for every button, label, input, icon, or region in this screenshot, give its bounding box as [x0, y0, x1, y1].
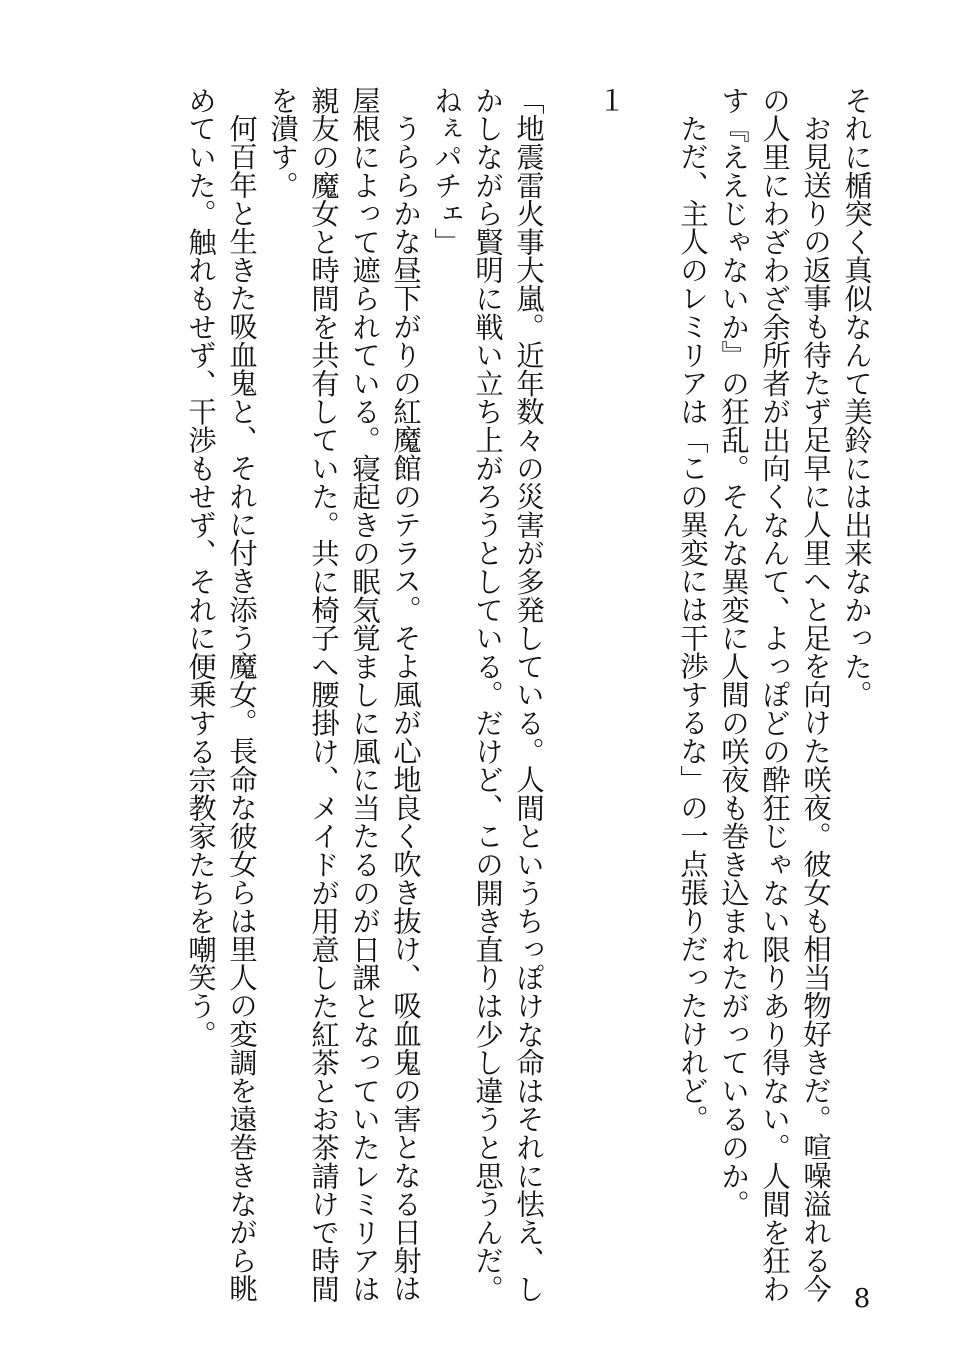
text-line: 何百年と生きた吸血鬼と、それに付き添う魔女。長命な彼女らは里人の変調を遠巻きながら眺 [225, 114, 258, 1303]
text-line: かしながら賢明に戦い立ち上がろうとしている。だけど、この開き直りは少し違うと思うんだ。 [471, 86, 504, 1303]
text-line: の人里にわざわざ余所者が出向くなんて、よっぽどの酔狂じゃない限りあり得ない。人間を狂わ [758, 86, 791, 1303]
page-number: 8 [853, 1284, 871, 1314]
text-line: お見送りの返事も待たず足早に人里へと足を向けた咲夜。彼女も相当物好きだ。喧噪溢れる今 [799, 114, 832, 1303]
vertical-text-body [180, 86, 877, 1303]
text-line: を潰す。 [266, 86, 299, 200]
text-line: 親友の魔女と時間を共有していた。共に椅子へ腰掛け、メイドが用意した紅茶とお茶請けで時間 [307, 86, 340, 1303]
section-number [590, 86, 631, 1236]
text-line: めていた。触れもせず、干渉もせず、それに便乗する宗教家たちを嘲笑う。 [184, 86, 217, 1049]
text-line: す『ええじゃないか』の狂乱。そんな異変に人間の咲夜も巻き込まれたがっているのか。 [717, 86, 750, 1218]
text-line: 「地震雷火事大嵐。近年数々の災害が多発している。人間というちっぽけな命はそれに怯え、し [512, 86, 545, 1303]
blank-line [549, 86, 590, 1236]
text-line: うららかな昼下がりの紅魔館のテラス。そよ風が心地良く吹き抜け、吸血鬼の害となる日射は [389, 114, 422, 1303]
text-line: ねぇパチェ」 [430, 86, 463, 256]
text-line: それに楯突く真似なんて美鈴には出来なかった。 [840, 86, 873, 709]
section-number-label: １ [594, 86, 627, 114]
blank-line [631, 86, 672, 1236]
text-line: 屋根によって遮られている。寝起きの眠気覚ましに風に当たるのが日課となっていたレミリアは [348, 86, 381, 1303]
text-line: ただ、主人のレミリアは「この異変には干渉するな」の一点張りだったけれど。 [676, 114, 709, 1133]
